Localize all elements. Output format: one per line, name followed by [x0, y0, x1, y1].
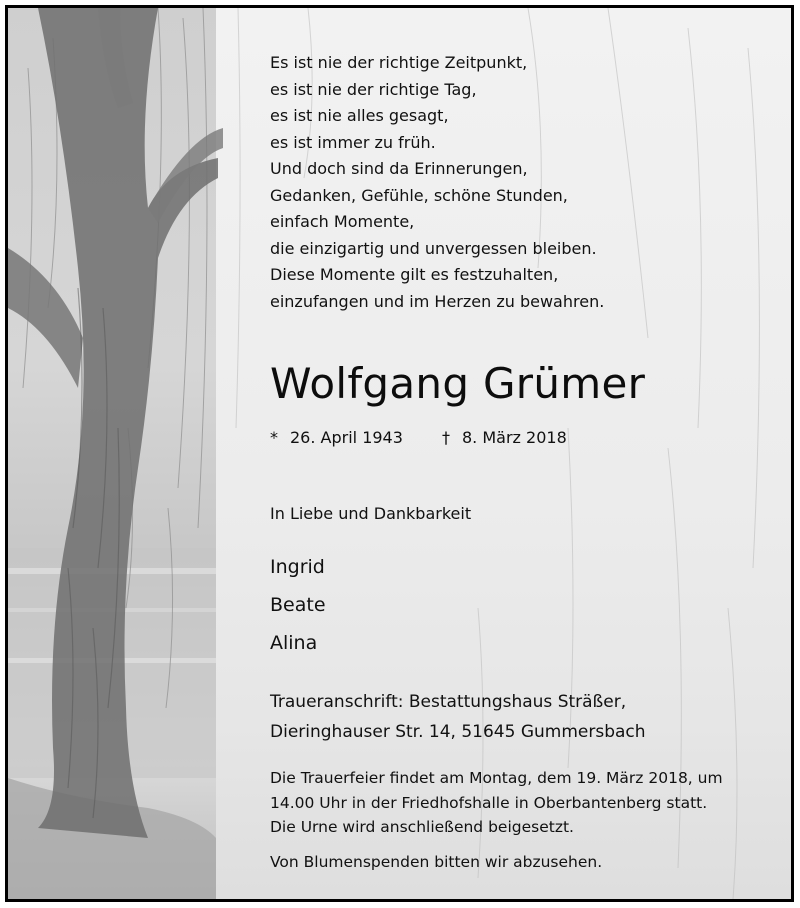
poem-line: Es ist nie der richtige Zeitpunkt, — [270, 53, 528, 72]
poem-line: Und doch sind da Erinnerungen, — [270, 159, 528, 178]
death-date: 8. März 2018 — [462, 428, 567, 447]
dedication-line: In Liebe und Dankbarkeit — [270, 504, 472, 523]
address-line-1: Traueranschrift: Bestattungshaus Sträßer, — [270, 692, 627, 712]
poem-line: es ist nie alles gesagt, — [270, 106, 449, 125]
service-line: Die Trauerfeier findet am Montag, dem 19. März 2018, um — [270, 769, 723, 787]
birth-date-group — [270, 426, 403, 450]
address-line-2: Dieringhauser Str. 14, 51645 Gummersbach — [270, 722, 646, 742]
poem-line: Diese Momente gilt es festzuhalten, — [270, 265, 559, 284]
poem-line: es ist nie der richtige Tag, — [270, 79, 477, 99]
service-line: Die Urne wird anschließend beigesetzt. — [270, 818, 574, 836]
family-member: Ingrid — [270, 556, 325, 578]
mourning-address — [270, 687, 646, 747]
flowers-note: Von Blumenspenden bitten wir abzusehen. — [270, 853, 603, 871]
family-list — [270, 548, 326, 662]
poem — [270, 50, 604, 315]
obituary-card — [5, 5, 794, 902]
death-date-group — [442, 426, 567, 450]
poem-line: die einzigartig und unvergessen bleiben. — [270, 238, 597, 258]
service-info — [270, 766, 723, 840]
death-cross-icon: † — [442, 428, 450, 447]
birth-star-icon: * — [270, 428, 278, 447]
deceased-name: Wolfgang Grümer — [270, 359, 646, 408]
service-line: 14.00 Uhr in der Friedhofshalle in Oberbantenberg statt. — [270, 793, 708, 812]
family-member: Beate — [270, 594, 326, 616]
obituary-content — [8, 8, 791, 899]
family-member: Alina — [270, 632, 318, 654]
poem-line: Gedanken, Gefühle, schöne Stunden, — [270, 185, 568, 205]
poem-line: einfach Momente, — [270, 212, 415, 231]
poem-line: es ist immer zu früh. — [270, 132, 436, 152]
poem-line: einzufangen und im Herzen zu bewahren. — [270, 291, 605, 311]
birth-date: 26. April 1943 — [290, 428, 403, 447]
